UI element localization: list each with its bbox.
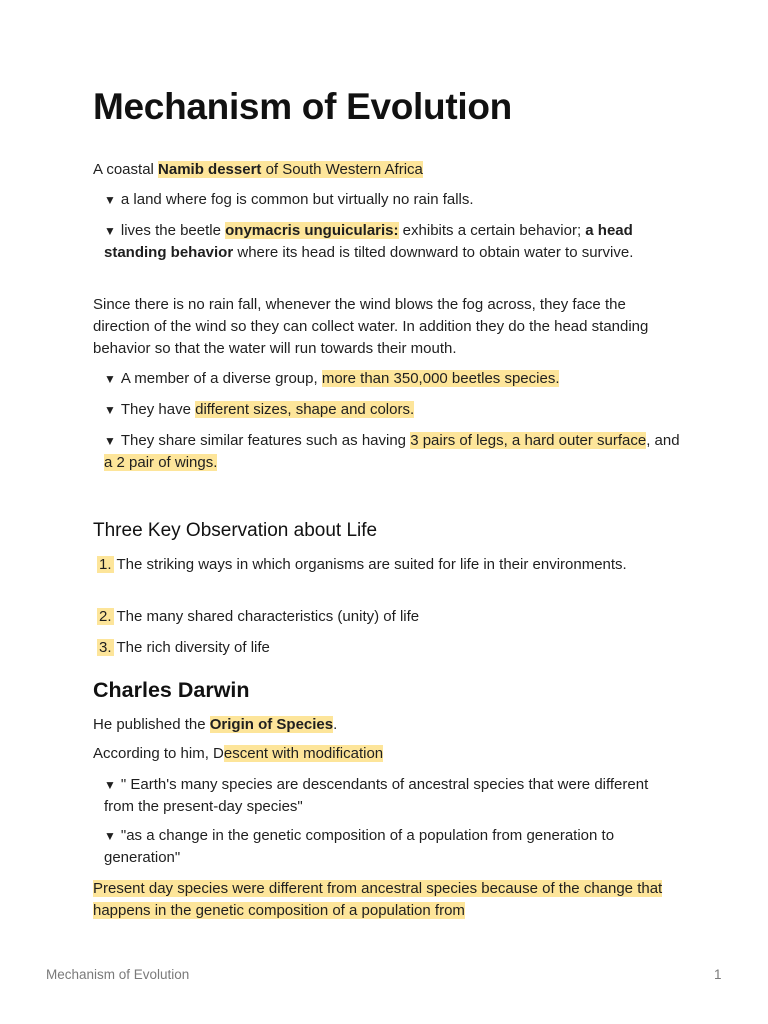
triangle-bullet-icon: ▼ (104, 778, 116, 792)
footer-title: Mechanism of Evolution (46, 967, 190, 982)
triangle-bullet-icon: ▼ (104, 372, 116, 386)
triangle-bullet-icon: ▼ (104, 434, 116, 448)
closing-paragraph: Present day species were different from ancestral species because of the change that happens in the genetic composition of a population from (93, 880, 663, 919)
list-item: 1. The striking ways in which organisms are suited for life in their environments. (99, 556, 627, 573)
list-item: ▼ They have different sizes, shape and colors. (104, 401, 415, 418)
list-item: ▼ They share similar features such as having 3 pairs of legs, a hard outer surface, and a 2 pair of wings. (104, 432, 680, 471)
triangle-bullet-icon: ▼ (104, 193, 116, 207)
section-heading: Three Key Observation about Life (93, 520, 378, 541)
list-item: 2. The many shared characteristics (unity) of life (99, 608, 420, 625)
list-item: 3. The rich diversity of life (99, 639, 270, 656)
page-number: 1 (714, 967, 722, 982)
according-line: According to him, Descent with modification (93, 745, 384, 762)
triangle-bullet-icon: ▼ (104, 829, 116, 843)
list-item: ▼ lives the beetle onymacris unguicularis: exhibits a certain behavior; a head standing behavior where its head is tilted downward to obtain water to survive. (104, 222, 634, 261)
list-item: ▼ "as a change in the genetic composition of a population from generation to generation" (104, 827, 615, 866)
body-paragraph: Since there is no rain fall, whenever the wind blows the fog across, they face the direction of the wind so they can collect water. In addition they do the head standing behavior so that the water will run towards their mouth. (93, 296, 649, 357)
page-title: Mechanism of Evolution (93, 86, 512, 127)
section-heading: Charles Darwin (93, 678, 250, 702)
triangle-bullet-icon: ▼ (104, 224, 116, 238)
published-line: He published the Origin of Species. (93, 716, 338, 733)
intro-line: A coastal Namib dessert of South Western Africa (93, 161, 423, 178)
list-item: ▼ A member of a diverse group, more than 350,000 beetles species. (104, 370, 560, 387)
list-item: ▼ a land where fog is common but virtually no rain falls. (104, 191, 474, 208)
triangle-bullet-icon: ▼ (104, 403, 116, 417)
list-item: ▼ " Earth's many species are descendants of ancestral species that were different from the present-day species" (104, 776, 649, 815)
